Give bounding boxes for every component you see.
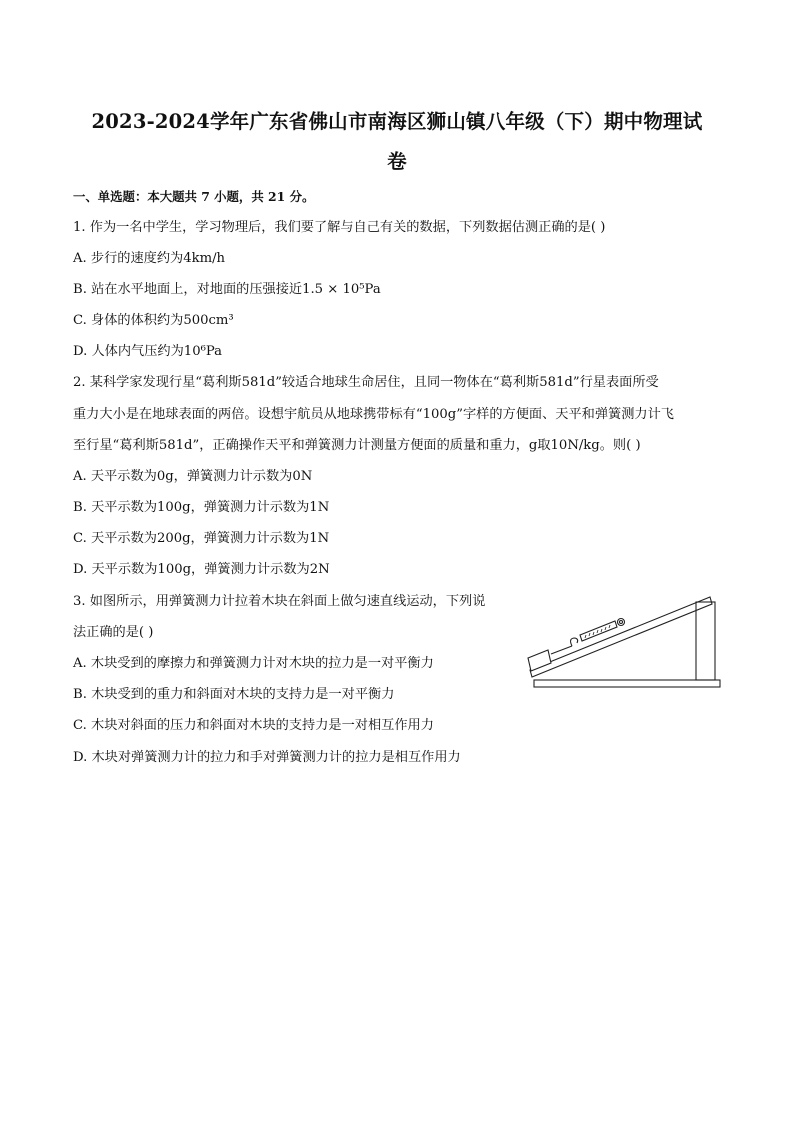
question-1-option-b: B. 站在水平地面上，对地面的压强接近1.5 × 10⁵Pa [73, 282, 381, 297]
support-post [696, 602, 715, 680]
question-2-option-b: B. 天平示数为100g，弹簧测力计示数为1N [73, 500, 330, 515]
question-2-option-d: D. 天平示数为100g，弹簧测力计示数为2N [73, 562, 330, 577]
incline-board [530, 597, 712, 677]
question-3-option-a: A. 木块受到的摩擦力和弹簧测力计对木块的拉力是一对平衡力 [73, 656, 434, 671]
question-3-option-d: D. 木块对弹簧测力计的拉力和手对弹簧测力计的拉力是相互作用力 [73, 750, 461, 765]
hook-icon [571, 638, 578, 646]
question-1-option-d: D. 人体内气压约为10⁶Pa [73, 344, 223, 359]
question-2-stem-line3: 至行星“葛利斯581d”，正确操作天平和弹簧测力计测量方便面的质量和重力，g取10N/kg。则( ) [73, 438, 641, 453]
wooden-block [528, 650, 551, 671]
question-3-option-b: B. 木块受到的重力和斜面对木块的支持力是一对平衡力 [73, 687, 395, 702]
question-1-option-a: A. 步行的速度约为4km/h [73, 251, 226, 266]
spring-scale-body [580, 621, 617, 641]
ground-base [534, 680, 720, 687]
document-title-line1: 2023-2024学年广东省佛山市南海区狮山镇八年级（下）期中物理试 [91, 110, 703, 133]
question-2-stem-line2: 重力大小是在地球表面的两倍。设想宇航员从地球携带标有“100g”字样的方便面、天平和弹簧测力计飞 [73, 407, 674, 422]
question-3-option-c: C. 木块对斜面的压力和斜面对木块的支持力是一对相互作用力 [73, 718, 434, 733]
question-3-stem-line1: 3. 如图所示，用弹簧测力计拉着木块在斜面上做匀速直线运动，下列说 [73, 594, 486, 609]
question-3-stem-line2: 法正确的是( ) [73, 625, 154, 640]
document-title-line2: 卷 [387, 150, 407, 173]
question-1-stem: 1. 作为一名中学生，学习物理后，我们要了解与自己有关的数据，下列数据估测正确的是( ) [73, 220, 606, 235]
question-2-option-c: C. 天平示数为200g，弹簧测力计示数为1N [73, 531, 330, 546]
spring-scale-hook-line [551, 646, 572, 654]
section-heading: 一、单选题：本大题共 7 小题，共 21 分。 [73, 189, 315, 204]
incline-spring-scale-diagram [520, 588, 726, 694]
question-1-option-c: C. 身体的体积约为500cm³ [73, 313, 234, 328]
question-2-stem-line1: 2. 某科学家发现行星“葛利斯581d”较适合地球生命居住，且同一物体在“葛利斯581d”行星表面所受 [73, 375, 659, 390]
spring-scale-ring [618, 619, 625, 626]
question-2-option-a: A. 天平示数为0g，弹簧测力计示数为0N [73, 469, 313, 484]
